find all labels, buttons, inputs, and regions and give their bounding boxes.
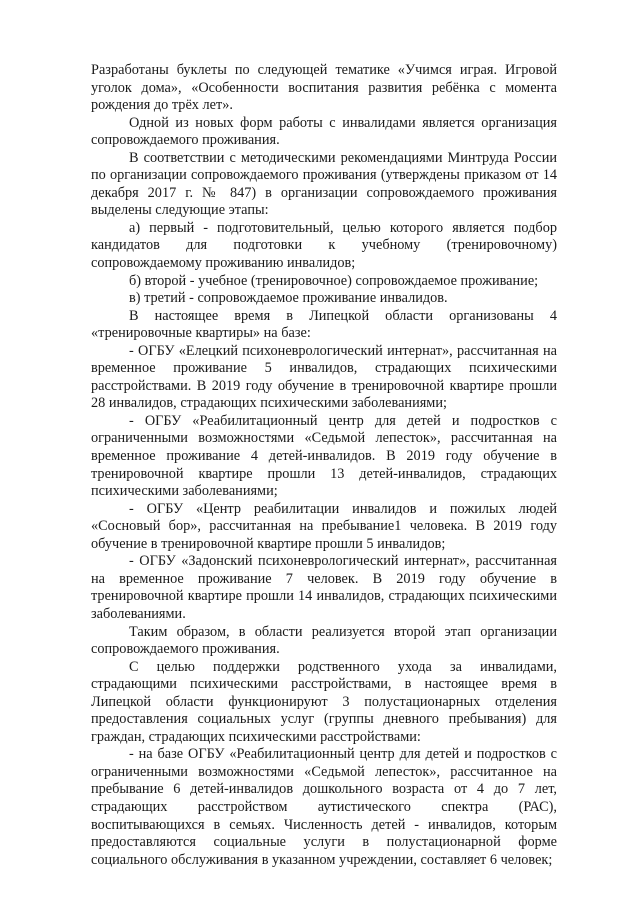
- paragraph: Разработаны буклеты по следующей тематике «Учимся играя. Игровой уголок дома», «Особенности воспитания развития ребёнка с момента рождения до трёх лет».: [91, 62, 557, 114]
- list-item: - ОГБУ «Задонский психоневрологический интернат», рассчитанная на временное проживание 7 человек. В 2019 году обучение в тренировочной квартире прошли 14 инвалидов, страдающих психическими заболеваниями.: [91, 553, 557, 622]
- list-item: - ОГБУ «Центр реабилитации инвалидов и пожилых людей «Сосновый бор», рассчитанная на пребывание1 человека. В 2019 году обучение в тренировочной квартире прошли 5 инвалидов;: [91, 500, 557, 552]
- list-item: б) второй - учебное (тренировочное) сопровождаемое проживание;: [129, 272, 539, 289]
- list-item: - ОГБУ «Реабилитационный центр для детей и подростков с ограниченными возможностями «Седьмой лепесток», рассчитанная на временное проживание 4 детей-инвалидов. В 2019 году обучение в тренировочной квартире прошли 13 детей-инвалидов, страдающих психическими заболеваниями;: [91, 412, 557, 500]
- paragraph: В настоящее время в Липецкой области организованы 4 «тренировочные квартиры» на базе:: [91, 307, 557, 342]
- list-item: - на базе ОГБУ «Реабилитационный центр для детей и подростков с ограниченными возможностями «Седьмой лепесток», рассчитанное на пребывание 6 детей-инвалидов дошкольного возраста от 4 до 7 лет, страдающих расстройством аутистического спектра (РАС), воспитывающихся в семьях. Численность детей - инвалидов, которым предоставляются социальные услуги в полустационарной форме социального обслуживания в указанном учреждении, составляет 6 человек;: [91, 746, 557, 868]
- list-item: а) первый - подготовительный, целью которого является подбор кандидатов для подготовки к учебному (тренировочному) сопровождаемому проживанию инвалидов;: [91, 219, 557, 272]
- paragraph: В соответствии с методическими рекомендациями Минтруда России по организации сопровождаемого проживания (утверждены приказом от 14 декабря 2017 г. № 847) в организации сопровождаемого проживания выделены следующие этапы:: [91, 149, 557, 219]
- paragraph: Таким образом, в области реализуется второй этап организации сопровождаемого проживания.: [91, 623, 557, 658]
- paragraph: С целью поддержки родственного ухода за инвалидами, страдающими психическими расстройствами, в настоящее время в Липецкой области функционируют 3 полустационарных отделения предоставления социальных услуг (группы дневного пребывания) для граждан, страдающих психическими расстройствами:: [91, 658, 557, 745]
- paragraph: Одной из новых форм работы с инвалидами является организация сопровождаемого проживания.: [91, 114, 557, 149]
- list-item: - ОГБУ «Елецкий психоневрологический интернат», рассчитанная на временное проживание 5 инвалидов, страдающих психическими расстройствами. В 2019 году обучение в тренировочной квартире прошли 28 инвалидов, страдающих психическими заболеваниями;: [91, 342, 557, 412]
- list-item: в) третий - сопровождаемое проживание инвалидов.: [129, 290, 448, 307]
